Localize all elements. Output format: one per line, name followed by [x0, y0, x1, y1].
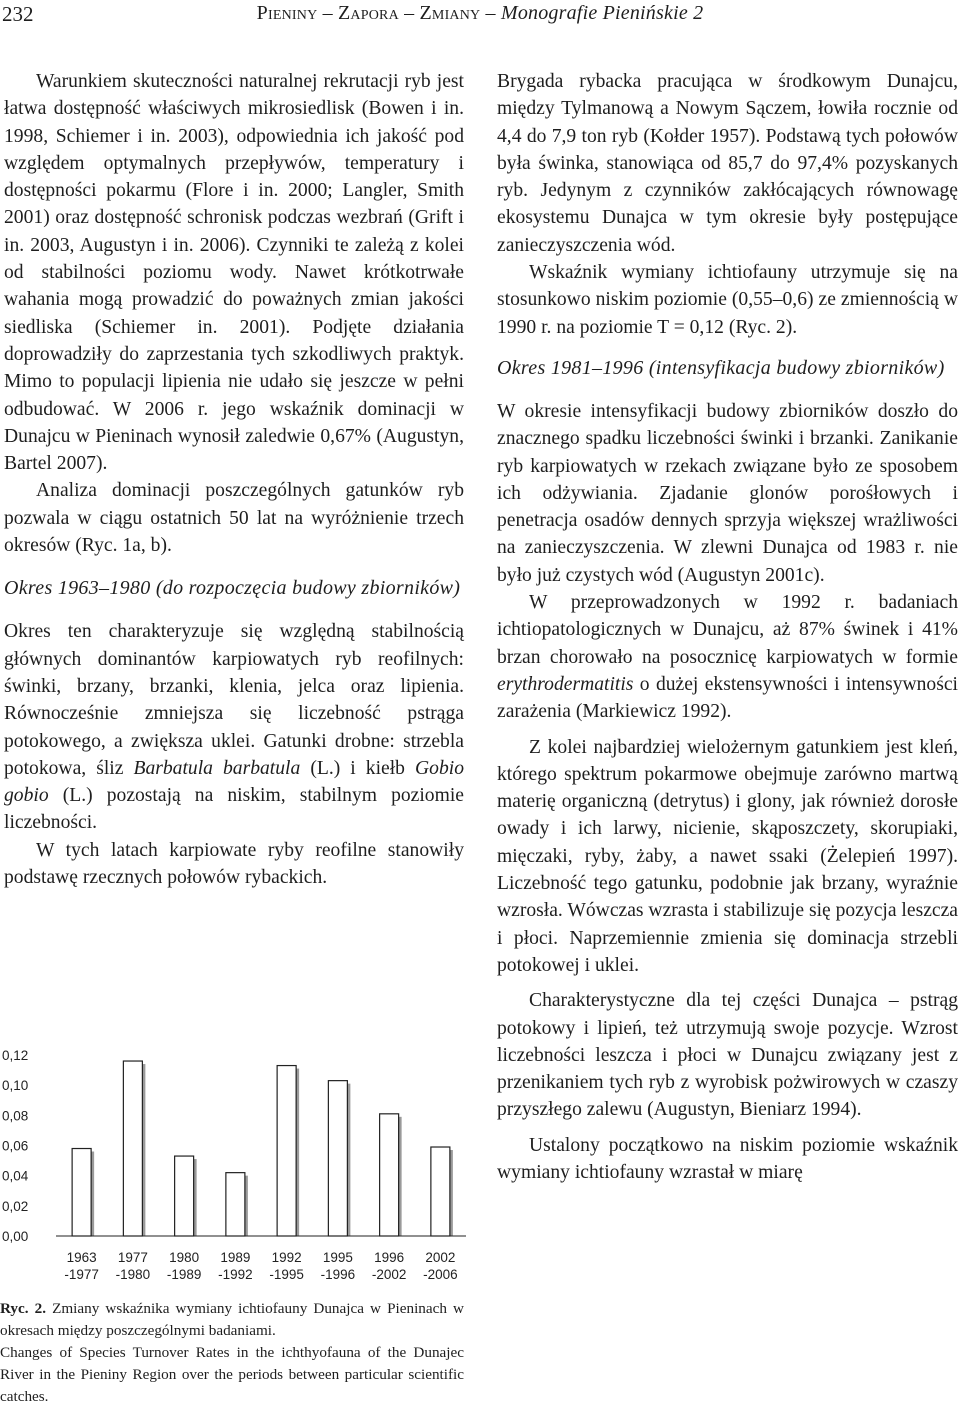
paragraph: Ustalony początkowo na niskim poziomie wskaźnik wymiany ichtiofauny wzrastał w miarę: [497, 1134, 958, 1183]
paragraph: Z kolei najbardziej wielożernym gatunkiem jest kleń, którego spektrum pokarmowe obejmuje zarówno martwą materię organiczną (detrytus) i glony, jak również dorosłe owady i ich larwy, nicienie, skąposzczety, skorupiaki, mięczaki, ryby, żaby, a nawet ssaki (Żelepień 1997). Liczebność tego gatunku, podobnie jak brzany, wyraźnie wzrosła. Wówczas wzrasta i stabilizuje się pozycja leszcza i płoci. Naprzemiennie zmienia się dominacja strzebli potokowej i uklei.: [497, 736, 958, 976]
text-run: o dużej ekstensywności i intensywności zarażenia (Markiewicz 1992).: [497, 673, 958, 723]
paragraph: Warunkiem skuteczności naturalnej rekrutacji ryb jest łatwa dostępność właściwych mikrosiedlisk (Bowen i in. 1998, Schiemer i in. 2003), odpowiednia ich jakość pod względem optymalnych przepływów, temperatury i dostępności pokarmu (Flore i in. 2000; Langler, Smith 2001) oraz dostępność schronisk podczas wezbrań (Grift i in. 2003, Augustyn i in. 2006). Czynniki te zależą z kolei od stabilności poziomu wody. Nawet krótkotrwałe wahania mogą prowadzić do poważnych zmian jakości siedliska (Schiemer in. 2001). Podjęte działania doprowadziły do zaprzestania tych szkodliwych praktyk. Mimo to populacji lipienia nie udało się jeszcze w pełni odbudować. W 2006 r. jego wskaźnik dominacji w Dunajcu w Pieninach wynosił zaledwie 0,67% (Augustyn, Bartel 2007).: [4, 71, 464, 475]
paragraph: W okresie intensyfikacji budowy zbiorników doszło do znacznego spadku liczebności świnki i brzanki. Zanikanie ryb karpiowatych w rzekach związane było ze sposobem ich odżywiania. Zjadanie glonów porośłowych i penetracja osadów dennych sprzyja większej wrażliwości na zanieczyszczenia. W zlewni Dunajca od 1983 r. nie było już czystych wód (Augustyn 2001c).: [497, 400, 958, 586]
bar: [380, 1114, 399, 1236]
x-tick-label: 1996: [374, 1250, 405, 1265]
running-title: [0, 2, 960, 25]
section-heading: Okres 1981–1996 (intensyfikacja budowy zbiorników): [497, 356, 945, 379]
x-tick-label: -1996: [320, 1267, 356, 1282]
paragraph: Wskaźnik wymiany ichtiofauny utrzymuje się na stosunkowo niskim poziomie (0,55–0,6) ze zmiennością w 1990 r. na poziomie T = 0,12 (Ryc. 2).: [497, 262, 958, 338]
y-tick-label: 0,00: [2, 1229, 29, 1244]
running-title-sep: –: [398, 2, 420, 24]
text-run: W przeprowadzonych w 1992 r. badaniach ichtiopatologicznych w Dunajcu, aż 87% świnek i 41% brzan chorowało na posocznicę karpiowatych w formie: [497, 592, 958, 668]
x-tick-label: -2006: [423, 1267, 458, 1282]
x-tick-label: -1980: [115, 1267, 151, 1282]
text-run: (L.) pozostają na niskim, stabilnym poziomie liczebności.: [4, 785, 464, 834]
paragraph: Analiza dominacji poszczególnych gatunków ryb pozwala w ciągu ostatnich 50 lat na wyróżnienie trzech okresów (Ryc. 1a, b).: [4, 480, 464, 557]
x-tick-label: -1995: [269, 1267, 304, 1282]
text-run: (L.) i kiełb: [300, 757, 416, 779]
running-title-series: Monografie Pienińskie 2: [500, 2, 704, 24]
species-name: Barbatula barbatula: [133, 757, 301, 779]
bar: [72, 1149, 91, 1236]
bar: [226, 1173, 245, 1236]
section-heading: Okres 1963–1980 (do rozpoczęcia budowy zbiorników): [4, 577, 461, 600]
y-tick-label: 0,02: [2, 1198, 29, 1214]
figure-caption: [0, 1298, 464, 1408]
x-axis: [64, 1250, 457, 1282]
running-title-part: Pieniny: [256, 2, 318, 24]
running-title-part: Zmiany: [419, 2, 481, 24]
x-tick-label: 1995: [322, 1250, 353, 1265]
paragraph: Brygada rybacka pracująca w środkowym Dunajcu, między Tylmanową a Nowym Sączem, łowiła rocznie od 4,4 do 7,9 ton ryb (Kołder 1957). Podstawą tych połowów była świnka, stanowiąca od 85,7 do 97,4% pozyskanych ryb. Jedynym z czynników zakłócających równowagę ekosystemu Dunajca w tym okresie były postępujące zanieczyszczenia wód.: [497, 71, 958, 256]
disease-term: erythrodermatitis: [497, 673, 634, 695]
x-tick-label: 1963: [66, 1250, 97, 1265]
species-name: Gobio gobio: [4, 757, 464, 807]
paragraph: W tych latach karpiowate ryby reofilne stanowiły podstawę rzecznych połowów rybackich.: [4, 839, 464, 889]
bars: [72, 1061, 453, 1236]
paragraph: [497, 589, 958, 725]
bar: [123, 1061, 142, 1236]
y-tick-label: 0,10: [2, 1078, 29, 1094]
x-tick-label: 1977: [117, 1250, 148, 1265]
running-title-sep: –: [480, 2, 501, 24]
caption-label: Ryc. 2.: [0, 1300, 47, 1317]
x-tick-label: 1992: [271, 1250, 302, 1265]
left-column: [4, 68, 464, 891]
bar: [328, 1081, 347, 1236]
y-tick-label: 0,12: [2, 1050, 29, 1063]
bar: [431, 1147, 450, 1236]
y-tick-label: 0,06: [2, 1138, 29, 1154]
y-tick-label: 0,04: [2, 1168, 29, 1184]
right-column: [497, 68, 958, 1186]
x-tick-label: 1980: [169, 1250, 200, 1265]
x-tick-label: -1989: [166, 1267, 202, 1282]
figure-turnover-chart: [0, 1050, 470, 1290]
x-tick-label: -1977: [64, 1267, 99, 1282]
bar-chart: [0, 1050, 470, 1290]
page-header: [0, 0, 960, 40]
x-tick-label: 1989: [220, 1250, 251, 1265]
y-tick-label: 0,08: [2, 1108, 29, 1124]
running-title-sep: –: [317, 2, 339, 24]
x-tick-label: 2002: [425, 1250, 456, 1265]
running-title-part: Zapora: [338, 2, 399, 24]
x-tick-label: -1992: [218, 1267, 253, 1282]
x-tick-label: -2002: [371, 1267, 407, 1282]
bar: [277, 1066, 296, 1236]
text-run: Okres ten charakteryzuje się względną stabilnością głównych dominantów karpiowatych ryb reofilnych: świnki, brzany, brzanki, klenia, jelca oraz lipienia. Równocześnie zmniejsza się liczebność pstrąga potokowego, a zwiększa uklei. Gatunki drobne: strzebla potokowa, śliz: [4, 621, 464, 779]
caption-polish: Zmiany wskaźnika wymiany ichtiofauny Dunajca w Pieninach w okresach między poszczególnymi badaniami.: [0, 1300, 464, 1339]
caption-english: Changes of Species Turnover Rates in the ichthyofauna of the Dunajec River in the Pieniny Region over the periods between particular scientific catches.: [0, 1344, 464, 1405]
page-number: 232: [2, 2, 34, 26]
y-axis: [2, 1050, 29, 1244]
bar: [175, 1156, 194, 1236]
paragraph: Charakterystyczne dla tej części Dunajca – pstrąg potokowy i lipień, też utrzymują swoje pozycje. Wzrost liczebności leszcza i płoci w Dunajcu związany jest z przenikaniem tych ryb z wyrobisk pożwirowych w czaszy przyszłego zalewu (Augustyn, Bieniarz 1994).: [497, 990, 958, 1121]
paragraph: [4, 618, 464, 836]
